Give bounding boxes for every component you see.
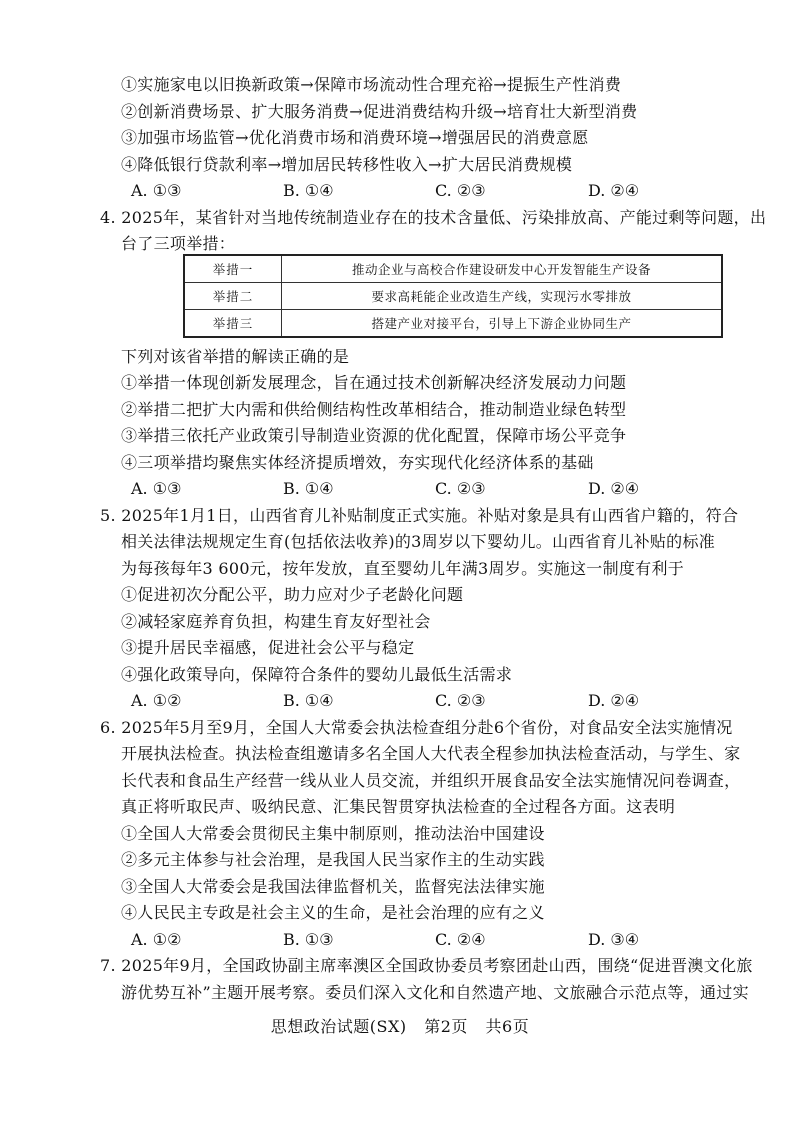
- q6-option-b: B. ①③: [283, 930, 334, 949]
- q6-stem-line-2: 开展执法检查。执法检查组邀请多名全国人大代表全程参加执法检查活动，与学生、家: [121, 744, 741, 763]
- table-row: [184, 283, 722, 310]
- footer-page-number: 第2页: [424, 1017, 468, 1036]
- q5-statement-4: ④强化政策导向，保障符合条件的婴幼儿最低生活需求: [121, 665, 513, 684]
- q6-stem-line-4: 真正将听取民声、吸纳民意、汇集民智贯穿执法检查的全过程各方面。这表明: [121, 797, 676, 816]
- footer-subject: 思想政治试题(SX): [270, 1017, 407, 1036]
- q5-statement-1: ①促进初次分配公平，助力应对少子老龄化问题: [121, 585, 464, 604]
- table-key: 举措一: [184, 255, 282, 283]
- q4-option-a: A. ①③: [131, 479, 182, 498]
- q5-option-a: A. ①②: [131, 691, 182, 710]
- q4-statement-1: ①举措一体现创新发展理念，旨在通过技术创新解决经济发展动力问题: [121, 373, 627, 392]
- q7-stem-line-2: 游优势互补”主题开展考察。委员们深入文化和自然遗产地、文旅融合示范点等，通过实: [121, 983, 749, 1002]
- q3-option-a: A. ①③: [131, 181, 182, 200]
- q6-option-a: A. ①②: [131, 930, 182, 949]
- q4-measures-table: [183, 254, 723, 338]
- q7-stem-line-1: 7. 2025年9月，全国政协副主席率澳区全国政协委员考察团赴山西，围绕“促进晋澳文化旅: [100, 956, 753, 975]
- q3-option-b: B. ①④: [283, 181, 334, 200]
- q4-option-d: D. ②④: [588, 479, 640, 498]
- q5-stem-line-3: 为每孩每年3 600元，按年发放，直至婴幼儿年满3周岁。实施这一制度有利于: [121, 559, 685, 578]
- table-row: [184, 310, 722, 338]
- q4-statement-4: ④三项举措均聚焦实体经济提质增效，夯实现代化经济体系的基础: [121, 453, 594, 472]
- q6-stem-line-1: 6. 2025年5月至9月，全国人大常委会执法检查组分赴6个省份，对食品安全法实施情况: [100, 718, 733, 737]
- q5-statement-3: ③提升居民幸福感，促进社会公平与稳定: [121, 638, 415, 657]
- q3-statement-2: ②创新消费场景、扩大服务消费→促进消费结构升级→培育壮大新型消费: [121, 102, 638, 121]
- table-value: 推动企业与高校合作建设研发中心开发智能生产设备: [282, 255, 723, 283]
- q4-stem-line-1: 4. 2025年，某省针对当地传统制造业存在的技术含量低、污染排放高、产能过剩等问题，出: [100, 208, 767, 227]
- q3-option-d: D. ②④: [588, 181, 640, 200]
- q6-statement-2: ②多元主体参与社会治理，是我国人民当家作主的生动实践: [121, 850, 545, 869]
- q3-statement-3: ③加强市场监管→优化消费市场和消费环境→增强居民的消费意愿: [121, 128, 589, 147]
- table-value: 搭建产业对接平台，引导上下游企业协同生产: [282, 310, 723, 338]
- table-key: 举措三: [184, 310, 282, 338]
- q5-stem-line-1: 5. 2025年1月1日，山西省育儿补贴制度正式实施。补贴对象是具有山西省户籍的，符合: [100, 506, 739, 525]
- q6-statement-1: ①全国人大常委会贯彻民主集中制原则，推动法治中国建设: [121, 824, 545, 843]
- q5-option-b: B. ①④: [283, 691, 334, 710]
- q4-option-b: B. ①④: [283, 479, 334, 498]
- q4-prompt: 下列对该省举措的解读正确的是: [121, 347, 350, 366]
- q4-stem-line-2: 台了三项举措：: [121, 234, 236, 253]
- q3-option-c: C. ②③: [435, 181, 486, 200]
- q4-statement-3: ③举措三依托产业政策引导制造业资源的优化配置，保障市场公平竞争: [121, 426, 627, 445]
- footer-total-pages: 共6页: [485, 1017, 530, 1036]
- q5-option-d: D. ②④: [588, 691, 640, 710]
- q6-option-d: D. ③④: [588, 930, 640, 949]
- q6-statement-4: ④人民民主专政是社会主义的生命，是社会治理的应有之义: [121, 903, 545, 922]
- q5-option-c: C. ②③: [435, 691, 486, 710]
- table-value: 要求高耗能企业改造生产线，实现污水零排放: [282, 283, 723, 310]
- q4-option-c: C. ②③: [435, 479, 486, 498]
- table-row: [184, 255, 722, 283]
- q4-statement-2: ②举措二把扩大内需和供给侧结构性改革相结合，推动制造业绿色转型: [121, 400, 627, 419]
- table-key: 举措二: [184, 283, 282, 310]
- q6-stem-line-3: 长代表和食品生产经营一线从业人员交流，并组织开展食品安全法实施情况问卷调查，: [121, 771, 741, 790]
- q5-statement-2: ②减轻家庭养育负担，构建生育友好型社会: [121, 612, 431, 631]
- q6-statement-3: ③全国人大常委会是我国法律监督机关，监督宪法法律实施: [121, 877, 545, 896]
- q5-stem-line-2: 相关法律法规规定生育(包括依法收养)的3周岁以下婴幼儿。山西省育儿补贴的标准: [121, 532, 716, 551]
- q3-statement-1: ①实施家电以旧换新政策→保障市场流动性合理充裕→提振生产性消费: [121, 75, 622, 94]
- q3-statement-4: ④降低银行贷款利率→增加居民转移性收入→扩大居民消费规模: [121, 155, 573, 174]
- q6-option-c: C. ②④: [435, 930, 486, 949]
- page-footer: [0, 1014, 800, 1037]
